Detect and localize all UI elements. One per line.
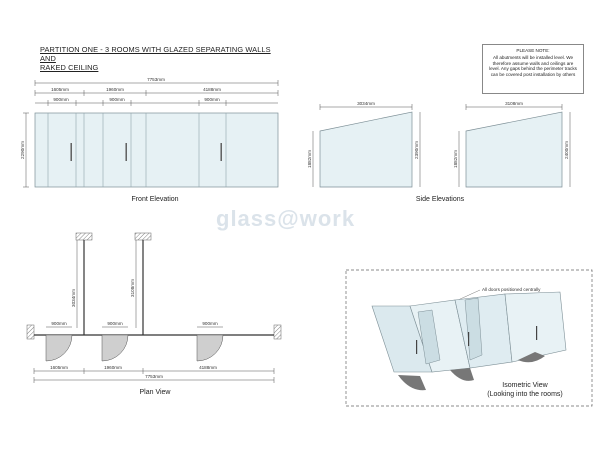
side-left-width: 3034mm (357, 101, 375, 106)
front-span-1: 1605mm (51, 87, 69, 92)
watermark: glass@work (216, 206, 356, 231)
plan-span-1: 1605mm (50, 365, 68, 370)
plan-leg-2-dim: 3108mm (130, 279, 135, 297)
title-line-1: PARTITION ONE - 3 ROOMS WITH GLAZED SEPARATING WALLS AND (40, 45, 271, 63)
front-span-3: 4188mm (203, 87, 221, 92)
iso-note: All doors positioned centrally (482, 287, 541, 292)
plan-door-3: 900mm (202, 321, 218, 326)
side-left-low: 1882mm (307, 150, 312, 168)
title-line-2: RAKED CEILING (40, 63, 99, 72)
front-door-1: 900mm (53, 97, 69, 102)
front-elevation (20, 77, 278, 187)
iso-caption-line-1: Isometric View (502, 382, 548, 389)
side-right-width: 3108mm (505, 101, 523, 106)
front-elevation-caption: Front Elevation (131, 196, 179, 203)
iso-door-handle (468, 332, 469, 346)
side-elevation-left (307, 101, 420, 187)
plan-door-swing-3 (197, 335, 223, 361)
front-door-handle-2 (126, 143, 127, 161)
plan-overall: 7753mm (145, 374, 163, 379)
side-right-high: 2400mm (564, 141, 569, 159)
plan-span-3: 4188mm (199, 365, 217, 370)
plan-view-caption: Plan View (139, 389, 171, 396)
front-door-handle-1 (71, 143, 72, 161)
side-left-high: 2390mm (414, 141, 419, 159)
plan-door-swing-2 (102, 335, 128, 361)
iso-caption (470, 382, 580, 399)
plan-wall-hatch (27, 325, 34, 339)
iso-door-handle (536, 326, 537, 340)
side-elevations-caption: Side Elevations (415, 196, 465, 203)
iso-caption-line-2: (Looking into the rooms) (487, 390, 563, 398)
iso-door-swing (398, 375, 426, 390)
plan-door-swing-1 (46, 335, 72, 361)
front-door-3: 900mm (204, 97, 220, 102)
plan-wall-hatch (274, 325, 281, 339)
iso-panel (505, 292, 566, 362)
side-right-glass (466, 112, 562, 187)
iso-door-handle (416, 340, 417, 354)
side-elevation-right (453, 101, 570, 187)
note-heading: PLEASE NOTE: (516, 48, 550, 53)
side-left-glass (320, 112, 412, 187)
plan-wall-hatch (135, 233, 151, 240)
iso-door-swing (450, 368, 474, 381)
front-span-2: 1960mm (106, 87, 124, 92)
plan-view (27, 233, 281, 383)
front-height-dim: 2290mm (20, 141, 25, 159)
front-door-handle-3 (221, 143, 222, 161)
front-overall-dim: 7753mm (147, 77, 165, 82)
plan-door-1: 900mm (51, 321, 67, 326)
plan-span-2: 1960mm (104, 365, 122, 370)
plan-door-2: 900mm (107, 321, 123, 326)
front-door-2: 900mm (109, 97, 125, 102)
plan-leg-1-dim: 3034mm (71, 289, 76, 307)
note-body: All abutments will be installed level. We therefore assume walls and ceilings are level. Any gaps behind the perimeter tracks can be covered post installation by others (489, 54, 577, 78)
side-right-low: 1882mm (453, 150, 458, 168)
plan-wall-hatch (76, 233, 92, 240)
